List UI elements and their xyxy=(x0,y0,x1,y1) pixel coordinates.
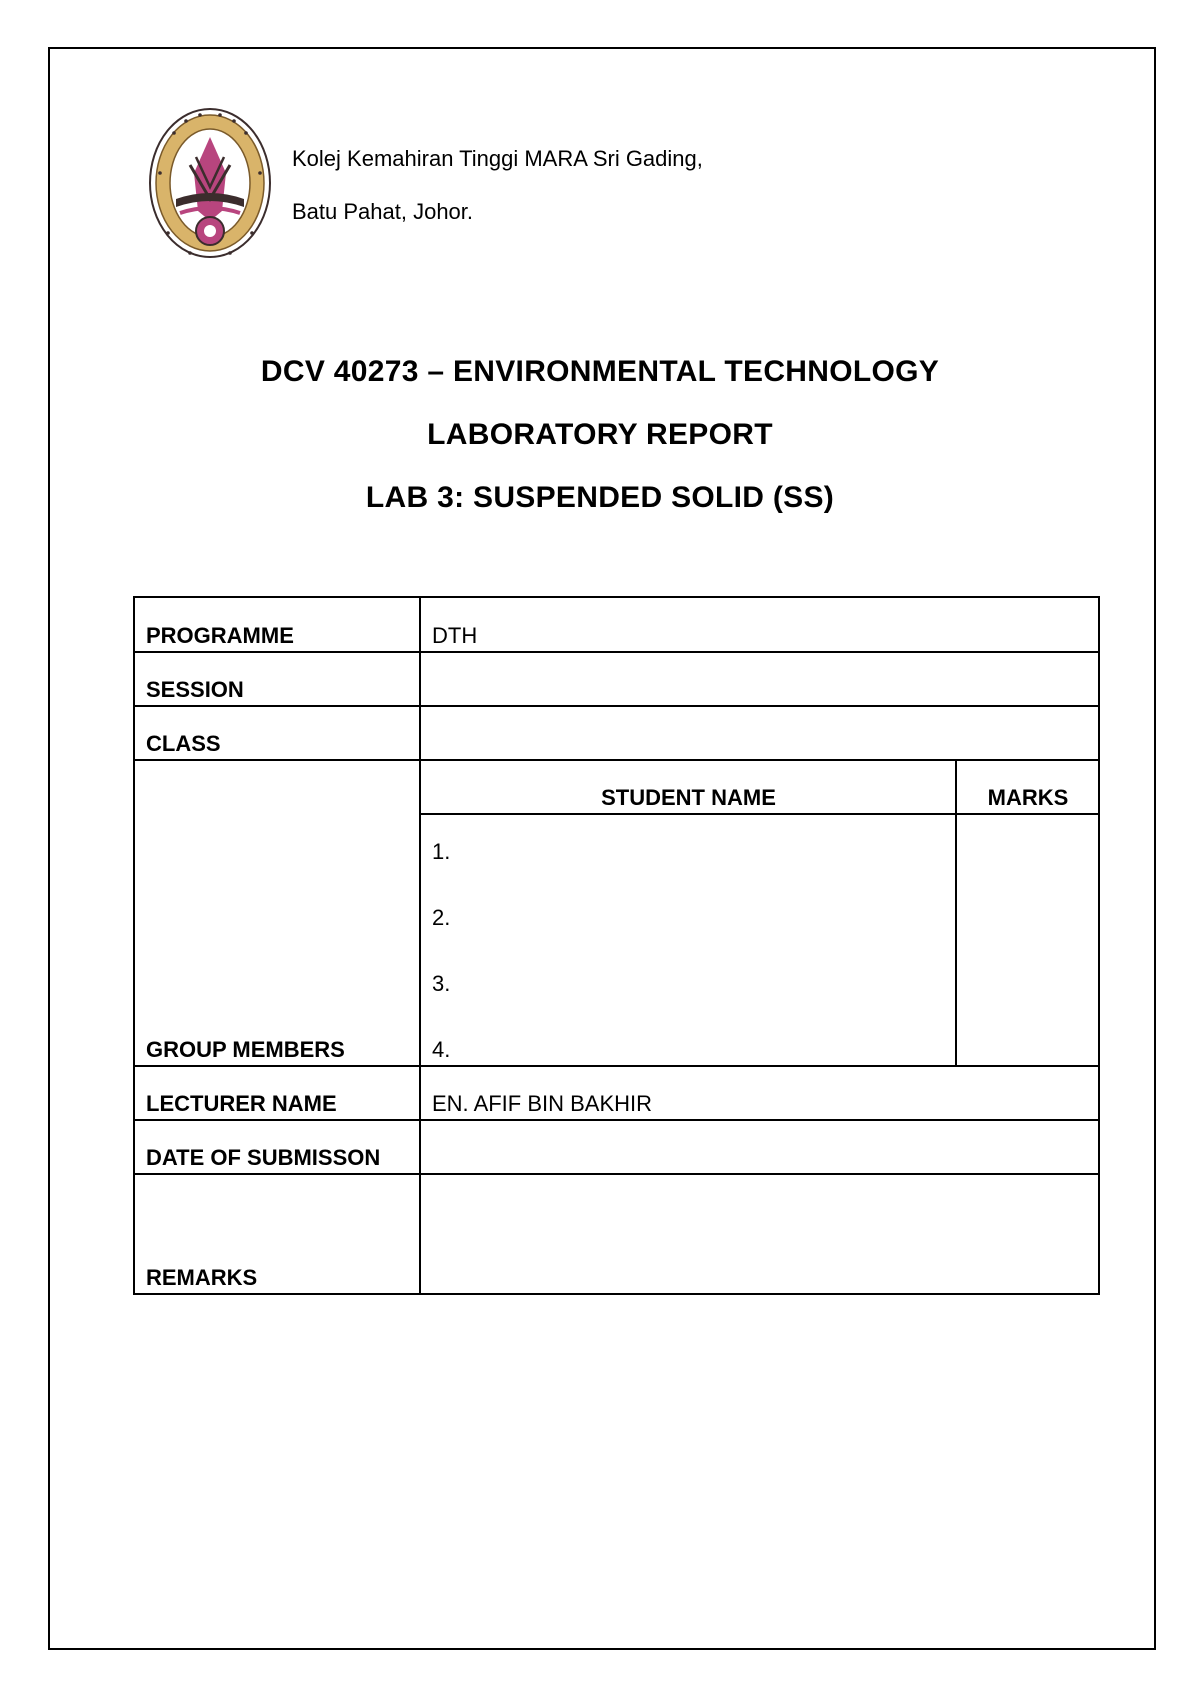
row-remarks xyxy=(134,1174,1099,1294)
lecturer-value[interactable]: EN. AFIF BIN BAKHIR xyxy=(420,1066,1099,1120)
programme-label: PROGRAMME xyxy=(134,597,420,652)
marks-header: MARKS xyxy=(956,760,1099,814)
kktm-crest-logo xyxy=(146,103,274,273)
remarks-label: REMARKS xyxy=(134,1174,420,1294)
row-lecturer xyxy=(134,1066,1099,1120)
class-value[interactable] xyxy=(420,706,1099,760)
lab-title: LAB 3: SUSPENDED SOLID (SS) xyxy=(365,481,835,514)
class-label: CLASS xyxy=(134,706,420,760)
group-members-label: GROUP MEMBERS xyxy=(134,760,420,1066)
programme-value[interactable]: DTH xyxy=(420,597,1099,652)
report-title: LABORATORY REPORT xyxy=(427,418,773,451)
session-label: SESSION xyxy=(134,652,420,706)
remarks-value[interactable] xyxy=(420,1174,1099,1294)
course-title: DCV 40273 – ENVIRONMENTAL TECHNOLOGY xyxy=(260,355,940,388)
row-group-header xyxy=(134,760,1099,814)
lecturer-label: LECTURER NAME xyxy=(134,1066,420,1120)
date-label: DATE OF SUBMISSON xyxy=(134,1120,420,1174)
member-3: 3. xyxy=(432,971,451,996)
row-programme xyxy=(134,597,1099,652)
student-name-header: STUDENT NAME xyxy=(420,760,956,814)
row-class xyxy=(134,706,1099,760)
member-2: 2. xyxy=(432,905,451,930)
date-value[interactable] xyxy=(420,1120,1099,1174)
college-address-line2: Batu Pahat, Johor. xyxy=(292,199,474,224)
student-names-cell[interactable] xyxy=(420,814,956,1066)
cover-form-table xyxy=(133,596,1100,1295)
member-1: 1. xyxy=(432,839,451,864)
session-value[interactable] xyxy=(420,652,1099,706)
row-date xyxy=(134,1120,1099,1174)
college-name-line1: Kolej Kemahiran Tinggi MARA Sri Gading, xyxy=(292,146,703,171)
marks-cell[interactable] xyxy=(956,814,1099,1066)
row-session xyxy=(134,652,1099,706)
member-4: 4. xyxy=(432,1037,451,1062)
